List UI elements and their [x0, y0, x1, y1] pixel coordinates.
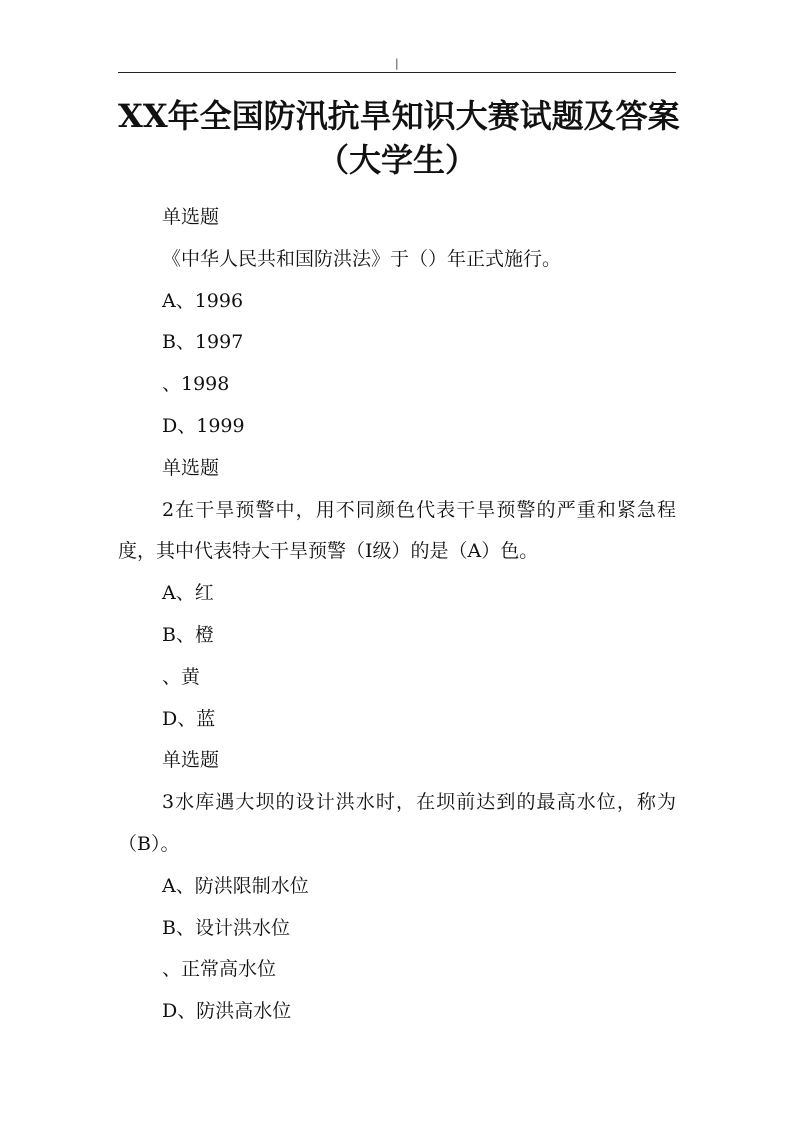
option-d: D、防洪高水位 — [162, 1000, 292, 1023]
question-text: 3水库遇大坝的设计洪水时，在坝前达到的最高水位，称为（B）。 — [118, 791, 676, 855]
document-title — [118, 94, 680, 182]
document-body — [118, 197, 676, 1033]
question-type: 单选题 — [162, 749, 220, 772]
question-text: 2在干旱预警中，用不同颜色代表干旱预警的严重和紧急程度，其中代表特大干旱预警（Ⅰ级）的是（A）色。 — [118, 498, 676, 563]
title-line-1: XX年全国防汛抗旱知识大赛试题及答案 — [118, 97, 680, 135]
option-d: D、蓝 — [162, 707, 216, 730]
option-a: A、1996 — [162, 289, 244, 312]
header-rule — [118, 72, 676, 73]
page-header-mark: | — [395, 57, 399, 70]
option-c: 、正常高水位 — [162, 958, 277, 981]
option-b: B、1997 — [162, 331, 244, 354]
option-c: 、1998 — [162, 373, 230, 396]
option-b: B、设计洪水位 — [162, 916, 290, 939]
question-type: 单选题 — [162, 456, 220, 479]
question-type: 单选题 — [162, 206, 220, 228]
option-a: A、防洪限制水位 — [162, 874, 309, 897]
option-c: 、黄 — [162, 665, 201, 688]
option-d: D、1999 — [162, 414, 245, 437]
option-b: B、橙 — [162, 623, 214, 646]
question-text: 《中华人民共和国防洪法》于（）年正式施行。 — [162, 247, 562, 270]
option-a: A、红 — [162, 582, 214, 605]
title-line-2: （大学生） — [316, 141, 477, 179]
